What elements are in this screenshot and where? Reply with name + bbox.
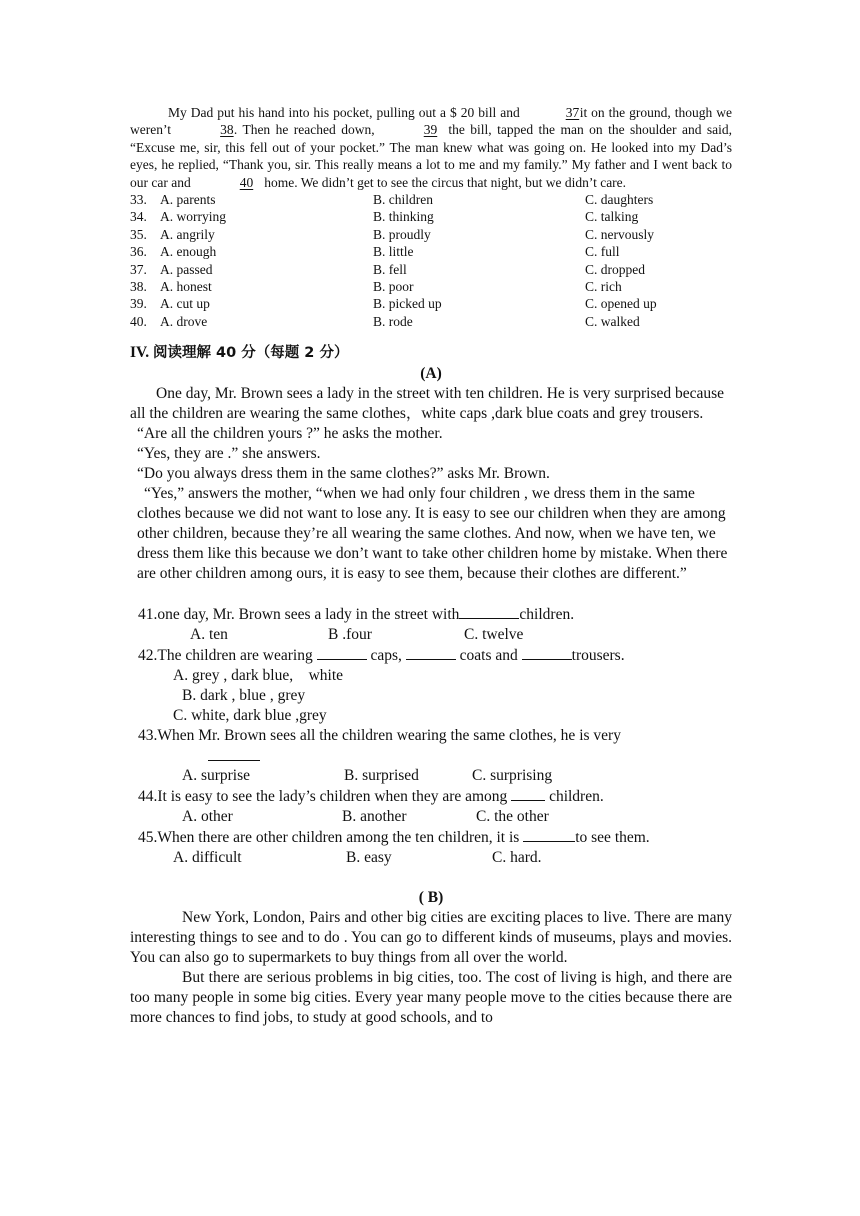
passage-a-paragraph: “Yes,” answers the mother, “when we had only four children , we dress them in the same clothes because we did not want to lose any. It is easy to see our children when they are among other children, because they’re all wearing the same clothes. And now, when we have ten, we dress them like this because we don’t want to take other children home by mistake. When there are other children among ours, it is easy to see them, because their clothes are different.” (137, 485, 728, 583)
passage-a (130, 364, 732, 584)
choices-44: A. other B. another C. the other (182, 808, 549, 826)
option-row-40: 40. A. drove B. rode C. walked (130, 313, 640, 329)
passage-a-paragraph: One day, Mr. Brown sees a lady in the street with ten children. He is very surprised because all the children are wearing the same clothes，white caps ,dark blue coats and grey trousers. (130, 385, 725, 423)
answer-blank (522, 645, 572, 660)
option-row-35: 35. A. angrily B. proudly C. nervously (130, 226, 654, 242)
passage-a-title: (A) (420, 365, 442, 383)
passage-a-paragraph: “Are all the children yours ?” he asks the mother. (137, 425, 443, 443)
passage-a-paragraph: “Do you always dress them in the same clothes?” asks Mr. Brown. (137, 465, 550, 483)
questions-a (130, 604, 732, 868)
section-heading: IV. 阅读理解 40 分（每题 2 分） (130, 344, 349, 362)
answer-blank (523, 827, 575, 842)
passage-b-paragraph: New York, London, Pairs and other big cities are exciting places to live. There are many interesting things to see and to do . You can go to different kinds of museums, plays and movies. You can also go to supermarkets to buy things from all over the world. (130, 909, 732, 967)
answer-blank (208, 746, 260, 761)
choice-42-b: B. dark , blue , grey (182, 687, 306, 705)
cloze-text: My Dad put his hand into his pocket, pulling out a $ 20 bill and (168, 105, 520, 120)
passage-b-title: ( B) (418, 889, 444, 907)
exam-page (130, 104, 732, 1028)
question-43-blank (130, 746, 732, 766)
blank-38: 38 (220, 122, 234, 138)
passage-a-paragraph: “Yes, they are .” she answers. (137, 445, 321, 463)
option-row-37: 37. A. passed B. fell C. dropped (130, 261, 645, 277)
answer-blank (317, 645, 367, 660)
question-45: 45.When there are other children among the ten children, it is to see them. (138, 829, 650, 847)
question-44: 44.It is easy to see the lady’s children when they are among children. (138, 788, 604, 806)
option-row-39: 39. A. cut up B. picked up C. opened up (130, 296, 657, 312)
option-row-33: 33. A. parents B. children C. daughters (130, 192, 654, 208)
question-42: 42.The children are wearing caps, coats and trousers. (138, 647, 625, 665)
question-41: 41.one day, Mr. Brown sees a lady in the street with children. (138, 606, 575, 624)
blank-37: 37 (565, 105, 580, 120)
option-row-38: 38. A. honest B. poor C. rich (130, 278, 622, 294)
choices-45: A. difficult B. easy C. hard. (173, 849, 542, 867)
blank-39: 39 (423, 122, 438, 138)
choice-42-a: A. grey , dark blue, white (173, 667, 344, 685)
answer-blank (459, 604, 519, 619)
blank-40: 40 (239, 174, 254, 190)
cloze-text: home. We didn’t get to see the circus that night, but we didn’t care. (264, 174, 627, 190)
answer-blank (511, 786, 545, 801)
passage-b (130, 888, 732, 1028)
option-row-34: 34. A. worrying B. thinking C. talking (130, 209, 639, 225)
choices-41: A. ten B .four C. twelve (190, 626, 524, 644)
choices-43: A. surprise B. surprised C. surprising (182, 767, 553, 785)
cloze-text: the bill, tapped the man on the shoulder and said, “Excuse me, sir, this fell out of your pocket.” The man knew what was going on. He looked into my Dad’s eyes, he replied, “Thank you, sir. This really means a lot to me and my family.” My father and I went back to our car and (130, 122, 733, 190)
choice-42-c: C. white, dark blue ,grey (173, 707, 327, 725)
question-43: 43.When Mr. Brown sees all the children wearing the same clothes, he is very (138, 727, 621, 745)
cloze-options (130, 191, 732, 330)
answer-blank (406, 645, 456, 660)
cloze-text: . Then he reached down, (233, 122, 375, 138)
cloze-text: it on the ground, though we weren’t (130, 105, 732, 138)
passage-b-paragraph: But there are serious problems in big cities, too. The cost of living is high, and there are too many people in some big cities. Every year many people move to the cities because there are more chances to find jobs, to study at good schools, and to (130, 969, 732, 1027)
cloze-paragraph (130, 104, 732, 191)
option-row-36: 36. A. enough B. little C. full (130, 244, 620, 260)
